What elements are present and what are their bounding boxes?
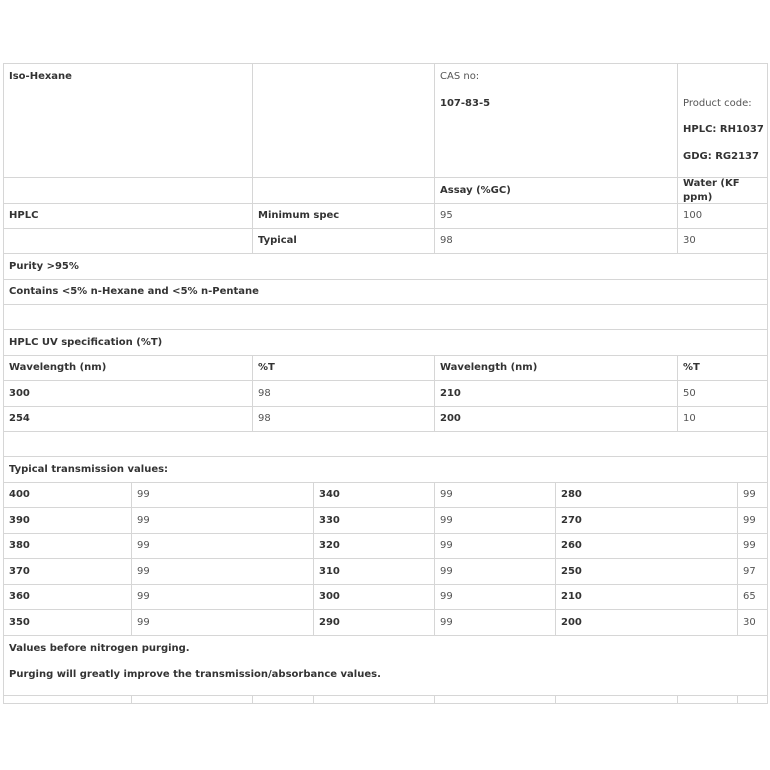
- grade-label: HPLC: [3, 204, 252, 228]
- wavelength-value: 254: [3, 407, 252, 431]
- cas-label: CAS no:: [440, 71, 480, 82]
- transmission-value: 65: [737, 585, 768, 609]
- uv-spec-row: [3, 407, 768, 432]
- transmission-value: 99: [434, 483, 555, 507]
- wavelength-value: 310: [313, 559, 434, 584]
- wavelength-value: 210: [555, 585, 737, 609]
- note-before-purging: Values before nitrogen purging.: [9, 643, 190, 654]
- uv-spec-header-row: [3, 356, 768, 381]
- wavelength-value: 370: [3, 559, 131, 584]
- transmission-row: [3, 559, 768, 585]
- spec-row-label: Minimum spec: [252, 204, 434, 228]
- assay-header: Assay (%GC): [434, 178, 677, 203]
- contains-row: [3, 280, 768, 305]
- transmission-value: 99: [131, 559, 313, 584]
- note-purging-improves: Purging will greatly improve the transmission/absorbance values.: [9, 669, 381, 680]
- gdg-product-code: GDG: RG2137: [683, 151, 759, 162]
- water-value: 100: [677, 204, 768, 228]
- transmission-title: Typical transmission values:: [3, 457, 768, 482]
- transmission-row: [3, 610, 768, 636]
- transmittance-value: 50: [677, 381, 768, 406]
- transmission-value: 99: [737, 508, 768, 533]
- transmission-value: 99: [131, 610, 313, 635]
- spacer-row: [3, 432, 768, 457]
- spacer-row: [3, 305, 768, 330]
- wavelength-value: 340: [313, 483, 434, 507]
- transmittance-value: 98: [252, 381, 434, 406]
- purity-text: Purity >95%: [3, 254, 768, 279]
- uv-spec-title-row: [3, 330, 768, 356]
- wavelength-header: Wavelength (nm): [3, 356, 252, 380]
- spec-row-minimum: [3, 204, 768, 229]
- hplc-product-code: HPLC: RH1037: [683, 124, 764, 135]
- transmission-value: 99: [737, 534, 768, 558]
- transmission-row: [3, 534, 768, 559]
- wavelength-header: Wavelength (nm): [434, 356, 677, 380]
- wavelength-value: 290: [313, 610, 434, 635]
- transmittance-header: %T: [677, 356, 768, 380]
- assay-value: 95: [434, 204, 677, 228]
- transmission-value: 99: [737, 483, 768, 507]
- water-value: 30: [677, 229, 768, 253]
- empty-header-cell: [252, 64, 434, 177]
- product-header-row: [3, 63, 768, 178]
- product-code-cell: [677, 64, 768, 177]
- transmission-value: 99: [434, 610, 555, 635]
- spec-sheet: [3, 63, 768, 704]
- wavelength-value: 380: [3, 534, 131, 558]
- transmission-value: 99: [434, 585, 555, 609]
- spec-row-typical: [3, 229, 768, 254]
- assay-value: 98: [434, 229, 677, 253]
- wavelength-value: 390: [3, 508, 131, 533]
- spec-row-label: Typical: [252, 229, 434, 253]
- product-name: Iso-Hexane: [9, 71, 72, 82]
- wavelength-value: 200: [434, 407, 677, 431]
- wavelength-value: 300: [3, 381, 252, 406]
- transmission-value: 30: [737, 610, 768, 635]
- bottom-empty-row: [3, 696, 768, 704]
- transmission-value: 99: [131, 585, 313, 609]
- wavelength-value: 210: [434, 381, 677, 406]
- transmission-value: 99: [131, 534, 313, 558]
- transmission-row: [3, 585, 768, 610]
- spec-header-row: [3, 178, 768, 204]
- wavelength-value: 280: [555, 483, 737, 507]
- transmission-value: 99: [434, 508, 555, 533]
- transmission-row: [3, 483, 768, 508]
- transmittance-value: 10: [677, 407, 768, 431]
- wavelength-value: 260: [555, 534, 737, 558]
- wavelength-value: 250: [555, 559, 737, 584]
- transmission-value: 99: [131, 508, 313, 533]
- transmission-value: 99: [131, 483, 313, 507]
- product-name-cell: [3, 64, 252, 177]
- cas-cell: [434, 64, 677, 177]
- wavelength-value: 270: [555, 508, 737, 533]
- transmission-row: [3, 508, 768, 534]
- wavelength-value: 400: [3, 483, 131, 507]
- transmittance-value: 98: [252, 407, 434, 431]
- product-code-label: Product code:: [683, 98, 752, 109]
- wavelength-value: 350: [3, 610, 131, 635]
- wavelength-value: 320: [313, 534, 434, 558]
- cas-number: 107-83-5: [440, 98, 491, 109]
- purity-row: [3, 254, 768, 280]
- uv-spec-row: [3, 381, 768, 407]
- notes-cell: [3, 636, 768, 695]
- contains-text: Contains <5% n-Hexane and <5% n-Pentane: [3, 280, 768, 304]
- transmission-title-row: [3, 457, 768, 483]
- wavelength-value: 300: [313, 585, 434, 609]
- transmission-value: 97: [737, 559, 768, 584]
- water-header: Water (KF ppm): [677, 178, 768, 203]
- wavelength-value: 360: [3, 585, 131, 609]
- transmission-value: 99: [434, 534, 555, 558]
- transmission-table: [3, 483, 768, 636]
- uv-spec-title: HPLC UV specification (%T): [3, 330, 768, 355]
- wavelength-value: 200: [555, 610, 737, 635]
- notes-row: [3, 636, 768, 696]
- transmittance-header: %T: [252, 356, 434, 380]
- wavelength-value: 330: [313, 508, 434, 533]
- transmission-value: 99: [434, 559, 555, 584]
